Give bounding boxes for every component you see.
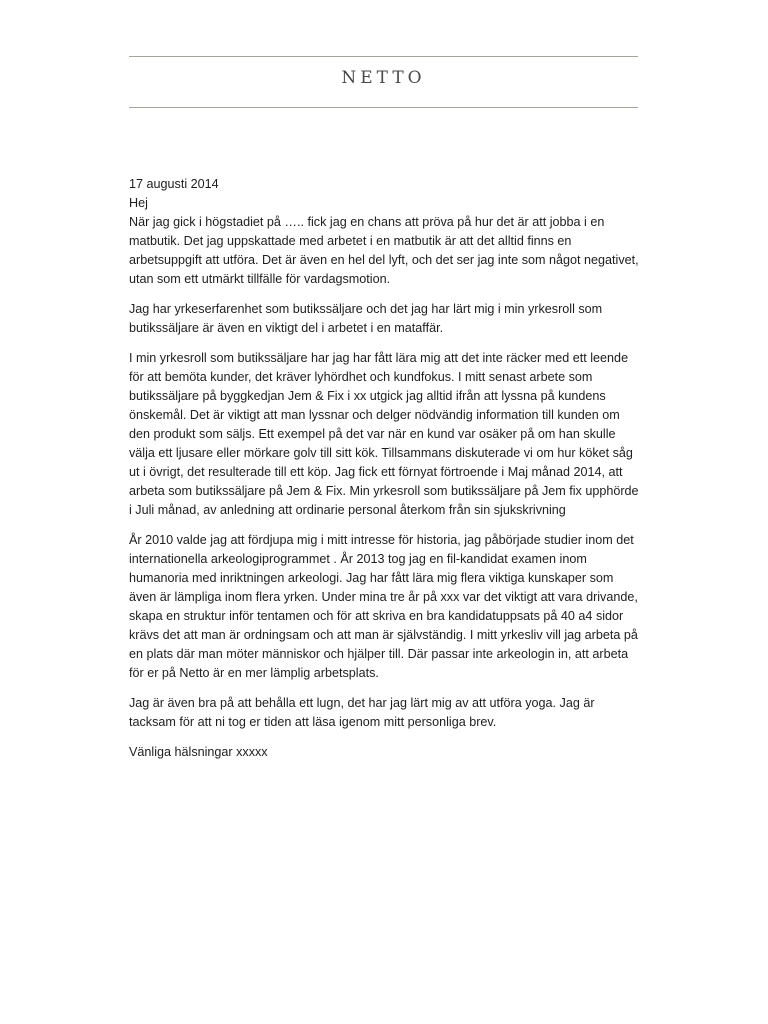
letter-body xyxy=(129,175,642,762)
letter-paragraph: År 2010 valde jag att fördjupa mig i mitt intresse för historia, jag påbörjade studier inom det internationella arkeologiprogrammet . År 2013 tog jag en fil-kandidat examen inom humanoria med inriktningen arkeologi. Jag har fått lära mig flera viktiga kunskaper som även är lämpliga inom flera yrken. Under mina tre år på xxx var det viktigt att vara drivande, skapa en struktur inför tentamen och för att skriva en bra kandidatuppsats på 40 a4 sidor krävs det att man är ordningsam och att man är självständig. I mitt yrkesliv vill jag arbeta på en plats där man möter människor och hjälper till. Där passar inte arkeologin in, att arbeta för er på Netto är en mer lämplig arbetsplats. xyxy=(129,533,638,680)
letter-paragraph: När jag gick i högstadiet på ….. fick jag en chans att pröva på hur det är att jobba i en matbutik. Det jag uppskattade med arbetet i en matbutik är att det alltid finns en arbetsuppgift att utföra. Det är även en hel del lyft, och det ser jag inte som något negativet, utan som ett utmärkt tillfälle för vardagsmotion. xyxy=(129,215,639,286)
letter-paragraph: I min yrkesroll som butikssäljare har jag har fått lära mig att det inte räcker med ett leende för att bemöta kunder, det kräver lyhördhet och kundfokus. I mitt senast arbete som butikssäljare på byggkedjan Jem & Fix i xx utgick jag alltid ifrån att lyssna på kundens önskemål. Det är viktigt att man lyssnar och delger nödvändig information till kunden om den produkt som säljs. Ett exempel på det var när en kund var osäker på om han skulle välja ett ljusare eller mörkare golv till sitt kök. Tillsammans diskuterade vi om hur köket såg ut i övrigt, det resulterade till ett köp. Jag fick ett förnyat förtroende i Maj månad 2014, att arbeta som butikssäljare på Jem & Fix. Min yrkesroll som butikssäljare på Jem fix upphörde i Juli månad, av anledning att ordinarie personal återkom från sin sjukskrivning xyxy=(129,351,639,517)
letter-date: 17 augusti 2014 xyxy=(129,177,219,191)
header-rule-bottom xyxy=(129,107,638,108)
header-rule-top xyxy=(129,56,638,57)
letter-paragraph: Jag är även bra på att behålla ett lugn, det har jag lärt mig av att utföra yoga. Jag är tacksam för att ni tog er tiden att läsa igenom mitt personliga brev. xyxy=(129,696,595,729)
letter-paragraph: Jag har yrkeserfarenhet som butikssäljare och det jag har lärt mig i min yrkesroll som butikssäljare är även en viktigt del i arbetet i en mataffär. xyxy=(129,302,603,335)
letter-greeting: Hej xyxy=(129,196,148,210)
letterhead-brand: NETTO xyxy=(341,68,426,88)
letter-closing: Vänliga hälsningar xxxxx xyxy=(129,745,268,759)
